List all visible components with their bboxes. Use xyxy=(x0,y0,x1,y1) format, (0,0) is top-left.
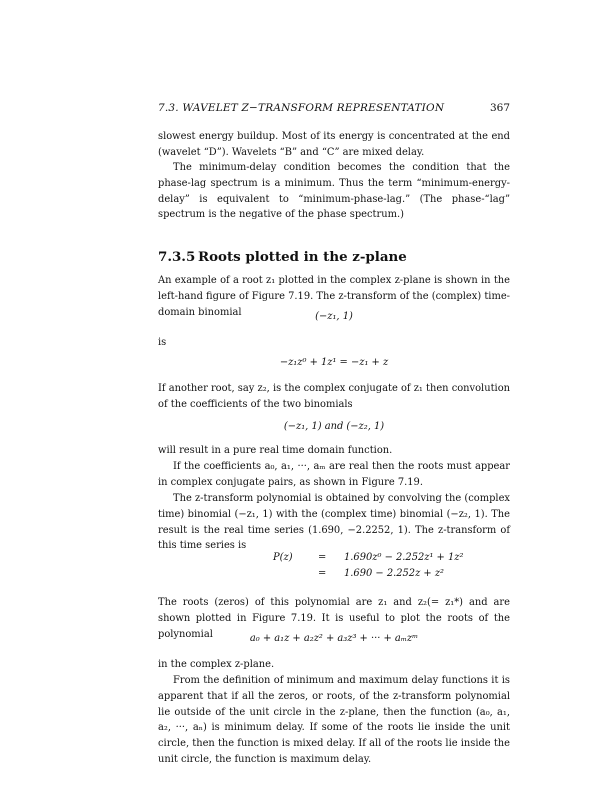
equation-general-polynomial: a₀ + a₁z + a₂z² + a₃z³ + ··· + aₘzᵐ xyxy=(249,633,419,644)
page-number: 367 xyxy=(489,102,510,114)
equation-ztransform-binomial: −z₁z⁰ + 1z¹ = −z₁ + z xyxy=(279,357,389,368)
paragraph-real-result: will result in a pure real time domain function. xyxy=(158,445,393,456)
paragraph-real-coefficients: If the coefficients a₀, a₁, ···, aₘ are real then the roots must appear in complex conjugate pairs, as shown in Figure 7.19. xyxy=(158,461,510,488)
paragraph-wavelet-energy: slowest energy buildup. Most of its energy is concentrated at the end (wavelet “D”). Wavelets “B” and “C” are mixed delay. xyxy=(158,131,510,158)
paragraph-minimum-delay: The minimum-delay condition becomes the condition that the phase-lag spectrum is a minimum. Thus the term “minimum-energy-delay” is equivalent to “minimum-phase-lag.” (The phase-“lag” spectrum is the negative of the phase spectrum.) xyxy=(158,162,510,221)
equation-two-binomials: (−z₁, 1) and (−z₂, 1) xyxy=(283,421,385,432)
equation-rhs-line2: 1.690 − 2.252z + z² xyxy=(344,568,445,579)
equation-lhs: P(z) xyxy=(273,552,293,563)
paragraph-root-example: An example of a root z₁ plotted in the complex z-plane is shown in the left-hand figure of Figure 7.19. The z-transform of the (complex) time-domain binomial xyxy=(158,275,510,318)
equation-rhs-line1: 1.690z⁰ − 2.252z¹ + 1z² xyxy=(344,552,464,563)
equation-binomial: (−z₁, 1) xyxy=(315,311,353,322)
equation-equals-2: = xyxy=(318,568,327,579)
text-is: is xyxy=(158,337,167,348)
section-title: Roots plotted in the z-plane xyxy=(198,249,407,265)
paragraph-delay-definition: From the definition of minimum and maximum delay functions it is apparent that if all the zeros, or roots, of the z-transform polynomial lie outside of the unit circle in the z-plane, then the function (a₀, a₁, a₂, ···, aₙ) is minimum delay. If some of the roots lie inside the unit circle, then the function is mixed delay. If all of the roots lie inside the unit circle, the function is maximum delay. xyxy=(158,675,510,765)
paragraph-complex-conjugate: If another root, say z₂, is the complex conjugate of z₁ then convolution of the coefficients of the two binomials xyxy=(158,383,510,410)
header-section-title: 7.3. WAVELET Z−TRANSFORM REPRESENTATION xyxy=(158,102,445,114)
paragraph-roots-zeros: The roots (zeros) of this polynomial are z₁ and z₂(= z₁*) and are shown plotted in Figure 7.19. It is useful to plot the roots of the polynomial xyxy=(158,597,510,640)
paragraph-convolution: The z-transform polynomial is obtained by convolving the (complex time) binomial (−z₁, 1) with the (complex time) binomial (−z₂, 1). The result is the real time series (1.690, −2.2252, 1). The z-transform of this time series is xyxy=(158,493,510,552)
section-number: 7.3.5 xyxy=(158,249,196,265)
paragraph-complex-plane: in the complex z-plane. xyxy=(158,659,275,670)
running-header xyxy=(158,102,510,116)
section-heading xyxy=(158,249,407,265)
equation-equals-1: = xyxy=(318,552,327,563)
